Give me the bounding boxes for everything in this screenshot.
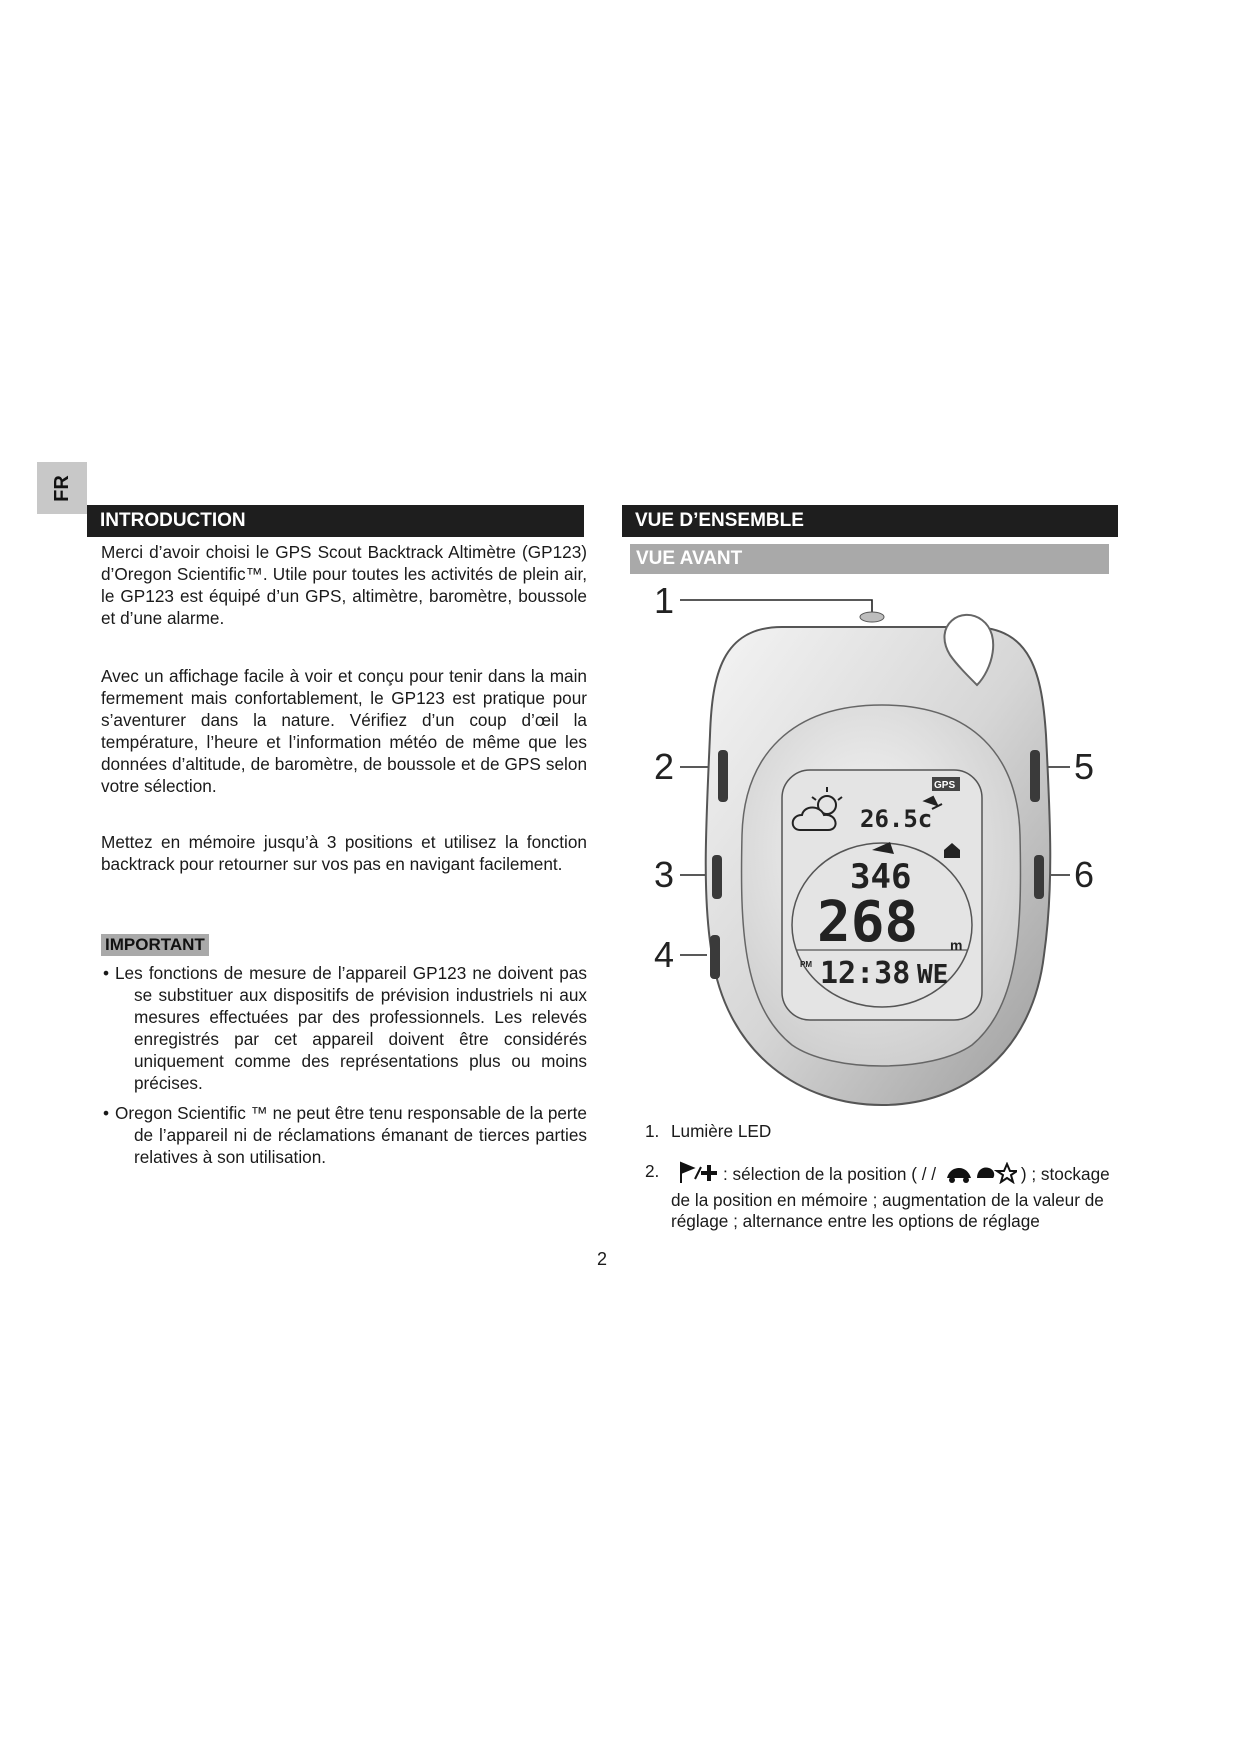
lcd-upper-value: 346 [850, 857, 912, 897]
important-label: IMPORTANT [101, 934, 209, 956]
car-home-star-icons [945, 1162, 1017, 1189]
callout-4: 4 [654, 934, 675, 975]
lcd-ampm: PM [800, 960, 812, 969]
callout-3: 3 [654, 854, 675, 895]
lcd-main-value: 268 [817, 890, 919, 955]
callout-5: 5 [1074, 746, 1095, 787]
bullet-icon: • [103, 1103, 110, 1123]
overview-heading: VUE D’ENSEMBLE [622, 505, 1118, 537]
intro-paragraph-3: Mettez en mémoire jusqu’à 3 positions et utilisez la fonction backtrack pour retourner sur vos pas en navigant facilement. [101, 832, 587, 874]
legend-item: 1. Lumière LED [645, 1121, 772, 1141]
language-tab: FR [37, 462, 87, 514]
led-light-icon [860, 612, 884, 622]
intro-paragraph-1: Merci d’avoir choisi le GPS Scout Backtrack Altimètre (GP123) d’Oregon Scientific™. Utile pour toutes les activités de plein air, le GP123 est équipé d’un GPS, altimètre, baromètre, boussole et d’une alarme. [101, 542, 587, 628]
bullet-icon: • [103, 963, 110, 983]
intro-paragraph-2: Avec un affichage facile à voir et conçu pour tenir dans la main fermement mais confortablement, le GP123 est pratique pour s’aventurer dans la nature. Vérifiez d’un coup d’œil la température, l’heure et l’information météo de même que les données d’altitude, de baromètre, de boussole et de GPS selon votre sélection. [101, 666, 587, 796]
device-illustration [632, 565, 1122, 1120]
callout-1: 1 [654, 580, 675, 621]
gps-badge-label: GPS [934, 780, 956, 791]
callout-6: 6 [1074, 854, 1095, 895]
front-view-subheading: VUE AVANT [630, 544, 1109, 574]
legend-item: 2. : sélection de la position ( / / ) ; stockage de la position en mémoire ; augmentation de la valeur de réglage ; alternance entre les options de réglage [645, 1161, 1110, 1231]
lcd-time: 12:38 [820, 956, 911, 991]
list-item: • Les fonctions de mesure de l’appareil GP123 ne doivent pas se substituer aux dispositifs de prévision industriels ni aux mesures effectuées par des professionnels. Les relevés enregistrés par cet appareil doivent être considérés uniquement comme des représentations plus ou moins précises. [103, 963, 587, 1093]
introduction-heading: INTRODUCTION [87, 505, 584, 537]
important-list [101, 962, 587, 1176]
page-number: 2 [597, 1249, 608, 1269]
list-item: • Oregon Scientific ™ ne peut être tenu responsable de la perte de l’appareil ni de réclamations émanant de tierces parties relatives à son utilisation. [103, 1103, 587, 1167]
flag-plus-icon [675, 1161, 719, 1190]
lcd-temperature: 26.5c [860, 805, 933, 833]
button-legend [645, 1121, 1115, 1251]
callout-2: 2 [654, 746, 675, 787]
lcd-weekday: WE [917, 960, 949, 990]
lcd-unit: m [950, 937, 963, 953]
